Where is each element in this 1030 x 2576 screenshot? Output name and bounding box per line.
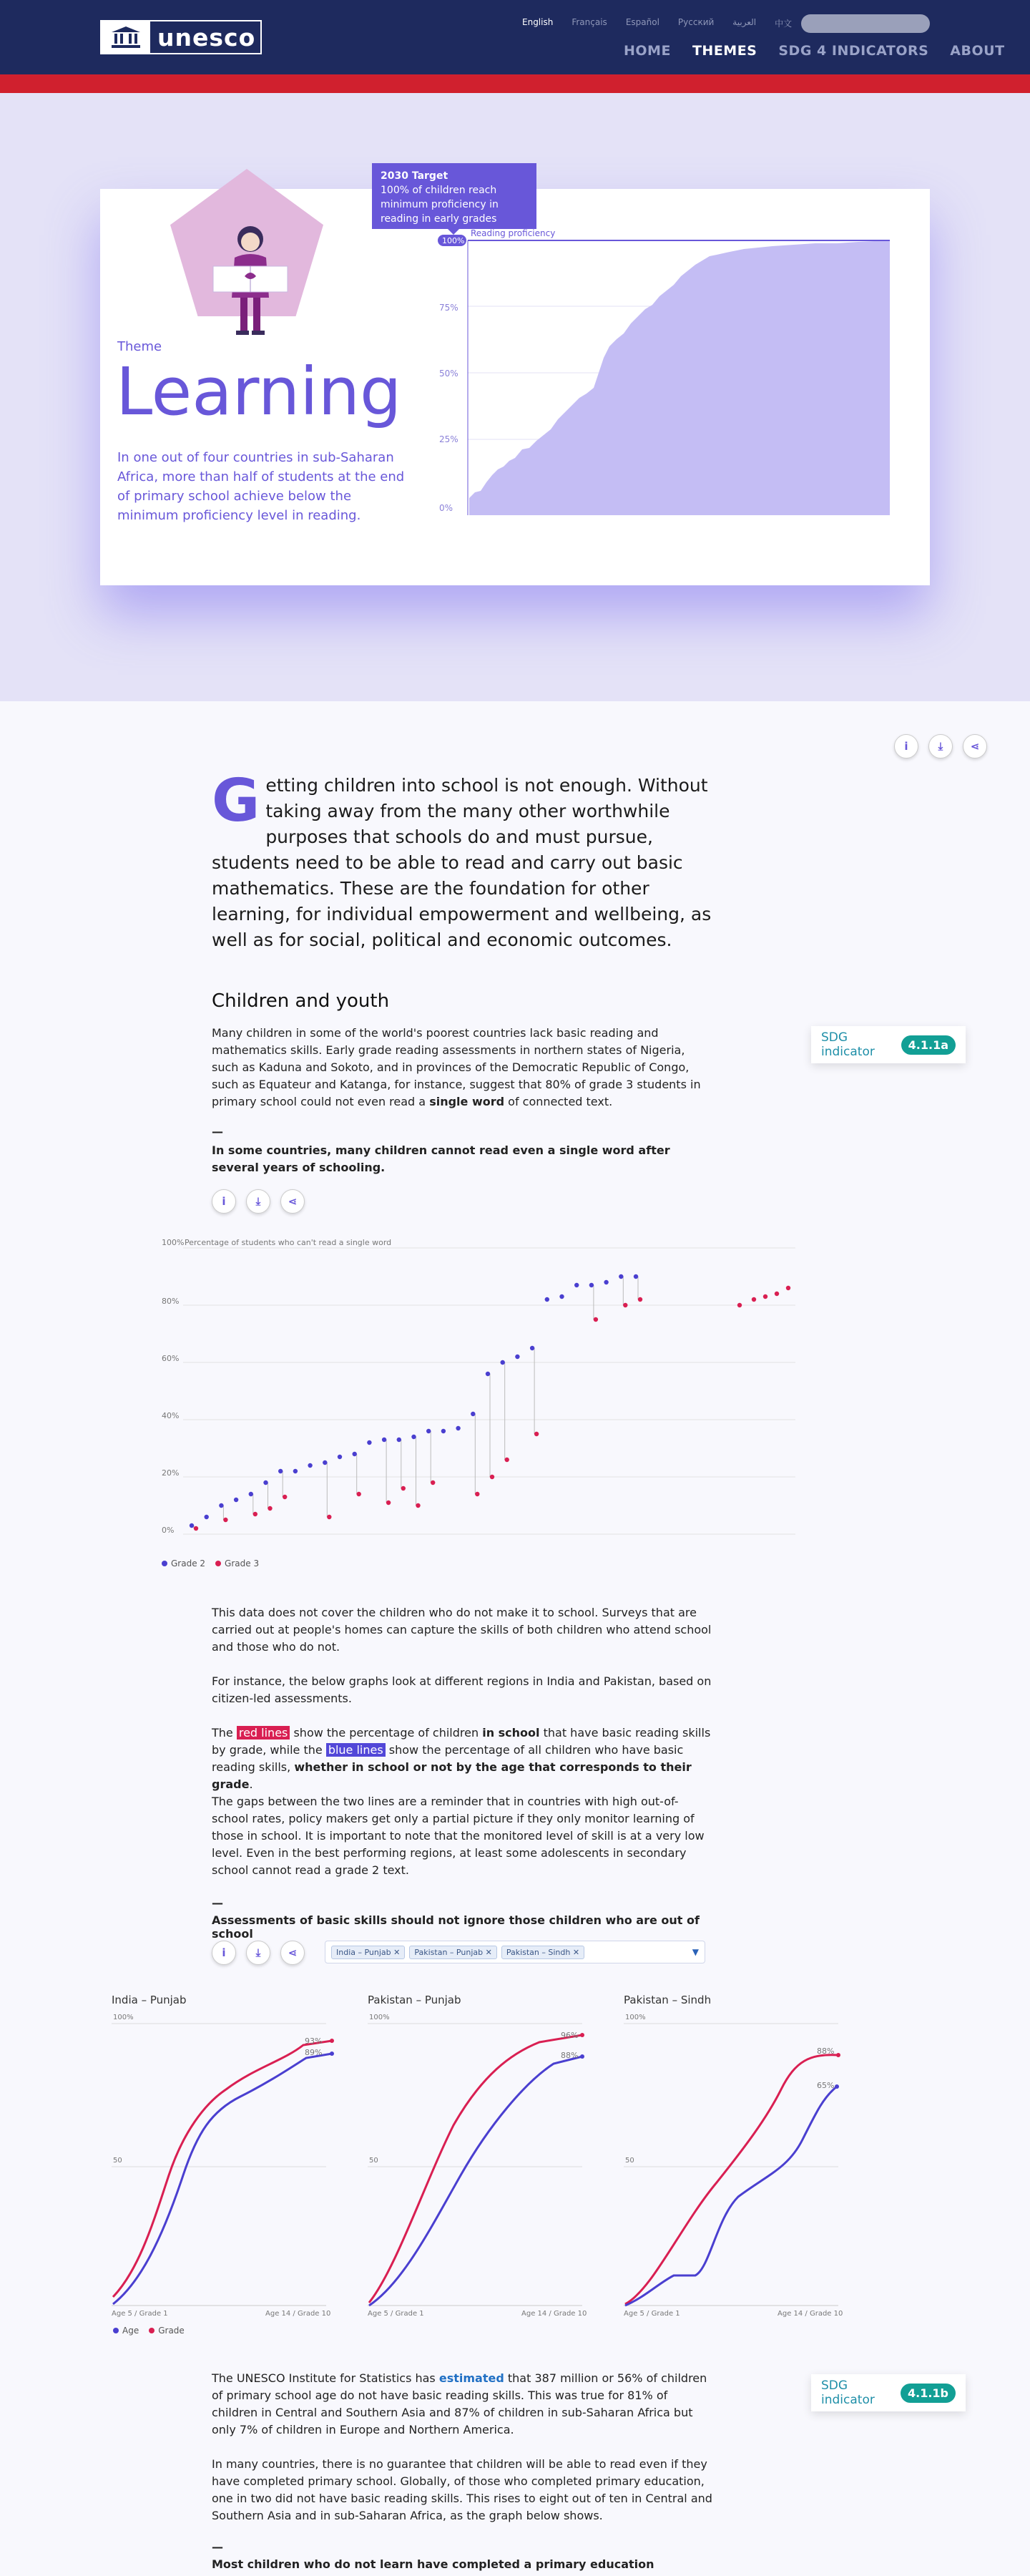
dot-chart <box>160 1235 804 1550</box>
sdg-indicator-card[interactable] <box>811 1026 966 1063</box>
caption-dash: — <box>212 1125 223 1138</box>
paragraph: This data does not cover the children who do not make it to school. Surveys that are carried out at people's homes can capture the skills of both children who attend school and those who do not. <box>212 1606 712 1654</box>
grade3-point <box>490 1475 494 1479</box>
grade2-point <box>426 1429 431 1433</box>
grade3-point <box>763 1294 767 1299</box>
caption-dash: — <box>212 1896 223 1910</box>
hero-y-tick-75: 75% <box>439 303 458 313</box>
proficiency-area <box>469 240 890 515</box>
reading-proficiency-chart <box>429 228 894 522</box>
menu-sdg4-indicators[interactable]: SDG 4 INDICATORS <box>778 43 929 59</box>
tooltip-text: 100% of children reach minimum proficiency in reading in early grades <box>381 185 499 225</box>
paragraph <box>212 2370 712 2439</box>
red-lines-highlight: red lines <box>237 1726 290 1740</box>
info-icon[interactable]: i <box>894 734 918 758</box>
grade2-point <box>190 1523 194 1528</box>
grade2-point <box>367 1440 371 1445</box>
logo-text: unesco <box>157 23 256 52</box>
section-heading: Children and youth <box>212 990 390 1012</box>
grade2-point <box>471 1412 475 1416</box>
chart-caption: Assessments of basic skills should not ignore those children who are out of school <box>212 1913 700 1941</box>
grade2-point <box>278 1469 283 1473</box>
sdg-label: SDG indicator <box>821 1030 875 1059</box>
end-label-grade: 93% <box>305 2036 323 2046</box>
search-input[interactable] <box>801 14 930 33</box>
grade3-point <box>223 1518 227 1522</box>
grade3-point <box>194 1526 198 1531</box>
grade2-point <box>323 1460 327 1465</box>
hero-y-tick-0: 0% <box>439 503 453 513</box>
menu-about[interactable]: ABOUT <box>950 43 1005 59</box>
grade2-point <box>501 1360 505 1365</box>
sdg-label: SDG indicator <box>821 2379 875 2407</box>
grade3-point <box>283 1495 287 1499</box>
grade2-point <box>530 1346 534 1350</box>
grade3-point <box>505 1458 509 1462</box>
grade3-point <box>594 1317 598 1322</box>
chart-actions <box>212 1189 305 1214</box>
x-end-label: Age 14 / Grade 10 <box>778 2310 843 2318</box>
hero-y-tick-25: 25% <box>439 434 458 444</box>
line-chart-legend <box>113 2326 185 2336</box>
grade3-point <box>623 1303 627 1307</box>
close-icon[interactable]: ✕ <box>572 1947 580 1957</box>
grade3-point <box>752 1297 756 1302</box>
grade2-point <box>545 1297 549 1302</box>
dot-y-tick-20: 20% <box>162 1468 180 1478</box>
paragraph <box>212 1025 712 1111</box>
grade2-point <box>559 1294 564 1299</box>
chart-label: Reading proficiency <box>471 228 556 238</box>
hero-description: In one out of four countries in sub-Saharan Africa, more than half of students at the end of primary school achieve below the minimum proficiency level in reading. <box>117 450 405 523</box>
grade-dot-icon <box>149 2328 154 2333</box>
chart-actions <box>212 1941 305 1965</box>
grade3-point <box>386 1501 391 1505</box>
paragraph: In many countries, there is no guarantee that children will be able to read even if they have completed primary school. Globally, of those who completed primary education, one in two did not have basic reading skills. This rises to eight out of ten in Central and Southern Asia and in sub-Saharan Africa, as the graph below shows. <box>212 2457 712 2522</box>
x-end-label: Age 14 / Grade 10 <box>521 2310 587 2318</box>
x-end-label: Age 14 / Grade 10 <box>265 2310 331 2318</box>
share-icon[interactable]: ⋖ <box>280 1941 305 1965</box>
page-title: Learning <box>116 353 402 430</box>
drop-cap: G <box>212 767 260 835</box>
region-select[interactable] <box>325 1941 705 1963</box>
menu-themes[interactable]: THEMES <box>692 43 757 59</box>
target-tooltip <box>372 163 536 229</box>
sdg-badge: 4.1.1a <box>901 1035 956 1055</box>
lang-spanish[interactable]: Español <box>625 17 659 27</box>
chip-india-punjab[interactable] <box>331 1946 405 1959</box>
grade3-point <box>638 1297 642 1302</box>
grade2-point <box>486 1372 490 1376</box>
info-icon[interactable]: i <box>212 1941 236 1965</box>
chip-text: Pakistan – Punjab <box>414 1947 484 1957</box>
unesco-temple-icon <box>102 21 150 53</box>
age-line <box>625 2087 837 2306</box>
grade3-dot-icon <box>215 1561 221 1566</box>
lead-paragraph <box>212 767 712 953</box>
grade2-point <box>353 1452 357 1456</box>
top-navigation <box>0 0 1030 74</box>
reading-child-illustration <box>200 223 300 338</box>
dot-chart-legend <box>162 1558 259 1568</box>
caption-dash: — <box>212 2540 223 2554</box>
dot-y-tick-100: 100% <box>162 1238 185 1247</box>
grade3-point <box>431 1480 435 1485</box>
text: that 387 million or 56% of children of primary school age do not have basic reading skills. This was true for 81% of children in Central and Southern Asia and 87% of children in sub-Saharan Africa but only 7% of children in Europe and Northern America. <box>212 2371 707 2436</box>
grade2-point <box>234 1498 238 1502</box>
chip-text: Pakistan – Sindh <box>506 1947 571 1957</box>
grade2-point <box>604 1280 608 1284</box>
lead-text: etting children into school is not enough. Without taking away from the many other worthwhile purposes that schools do and must pursue, students need to be able to read and carry out basic mathematics. These are the foundation for other learning, for individual empowerment and wellbeing, as well as for social, political and economic outcomes. <box>212 775 712 950</box>
grade3-point <box>475 1492 479 1496</box>
text: show the percentage of all children who have basic reading skills, <box>212 1743 684 1774</box>
grade-line <box>113 2041 332 2297</box>
chip-pakistan-sindh[interactable] <box>501 1946 584 1959</box>
text: show the percentage of children <box>290 1726 483 1740</box>
lang-chinese[interactable]: 中文 <box>775 19 793 29</box>
grade2-point <box>205 1515 209 1519</box>
text: . <box>249 1777 253 1791</box>
age-line <box>369 2057 582 2306</box>
share-icon[interactable]: ⋖ <box>963 734 987 758</box>
grade-line <box>369 2035 582 2303</box>
sdg-badge: 4.1.1b <box>901 2384 956 2403</box>
legend-text: Grade 3 <box>225 1558 260 1568</box>
y-top-label: 100% <box>113 2014 134 2021</box>
target-badge-label: 100% <box>442 236 465 245</box>
chip-text: India – Punjab <box>336 1947 391 1957</box>
text: The <box>212 1726 237 1740</box>
grade2-point <box>263 1480 268 1485</box>
close-icon[interactable]: ✕ <box>485 1947 492 1957</box>
hero-chart-actions <box>894 734 987 758</box>
grade2-point <box>338 1455 342 1459</box>
grade3-point <box>268 1506 272 1511</box>
grade3-point <box>401 1486 406 1491</box>
chip-pakistan-punjab[interactable] <box>409 1946 496 1959</box>
y-mid-label: 50 <box>625 2157 634 2165</box>
bold-text: whether in school or not by the age that corresponds to their grade <box>212 1760 692 1791</box>
age-dot-icon <box>113 2328 119 2333</box>
share-icon[interactable]: ⋖ <box>280 1189 305 1214</box>
grade2-point <box>411 1435 416 1439</box>
y-mid-label: 50 <box>113 2157 122 2165</box>
paragraph: For instance, the below graphs look at different regions in India and Pakistan, based on citizen-led assessments. <box>212 1674 712 1705</box>
line-chart-pakistan-punjab <box>368 2011 597 2318</box>
lang-french[interactable]: Français <box>572 17 607 27</box>
end-label-grade: 96% <box>561 2031 579 2040</box>
grade2-point <box>441 1429 446 1433</box>
line-chart-title: Pakistan – Punjab <box>368 1994 461 2006</box>
hero-y-tick-50: 50% <box>439 369 458 379</box>
paragraph: The gaps between the two lines are a reminder that in countries with high out-of-school rates, policy makers get only a partial picture if they only monitor learning of those in school. It is important to note that the monitored level of skill is at a very low level. Even in the best performing regions, at least some adolescents in secondary school cannot read a grade 2 text. <box>212 1795 705 1877</box>
theme-label: Theme <box>117 339 162 354</box>
tooltip-title: 2030 Target <box>381 170 448 182</box>
main-menu <box>624 43 1005 59</box>
grade3-point <box>253 1512 258 1516</box>
legend-age <box>113 2326 139 2336</box>
line-chart-title: Pakistan – Sindh <box>624 1994 712 2006</box>
language-switcher <box>522 17 846 29</box>
x-start-label: Age 5 / Grade 1 <box>368 2310 424 2318</box>
legend-grade3 <box>215 1558 259 1568</box>
grade2-point <box>249 1492 253 1496</box>
end-label-age: 89% <box>305 2048 323 2057</box>
grade2-point <box>308 1463 312 1468</box>
grade2-point <box>293 1469 298 1473</box>
bold-text: in school <box>482 1726 540 1740</box>
grade3-point <box>327 1515 331 1519</box>
chevron-down-icon[interactable]: ▼ <box>692 1947 699 1957</box>
grade2-point <box>634 1274 638 1279</box>
legend-text: Age <box>122 2326 139 2336</box>
grade3-point <box>786 1286 790 1290</box>
dot-y-label: Percentage of students who can't read a single word <box>185 1238 392 1247</box>
lang-arabic[interactable]: العربية <box>732 17 757 27</box>
blue-lines-highlight: blue lines <box>326 1743 386 1757</box>
paragraph <box>212 1724 712 1793</box>
grade2-dot-icon <box>162 1561 167 1566</box>
y-top-label: 100% <box>625 2014 646 2021</box>
y-mid-label: 50 <box>369 2157 378 2165</box>
lang-russian[interactable]: Русский <box>677 17 715 27</box>
grade3-point <box>737 1303 742 1307</box>
legend-text: Grade <box>158 2326 185 2336</box>
chart-caption: In some countries, many children cannot read even a single word after several years of schooling. <box>212 1143 670 1174</box>
x-start-label: Age 5 / Grade 1 <box>112 2310 168 2318</box>
sdg-indicator-card[interactable] <box>811 2374 966 2411</box>
grade2-point <box>589 1283 594 1287</box>
grade2-point <box>397 1438 401 1442</box>
download-icon[interactable]: ⤓ <box>246 1941 270 1965</box>
grade3-point <box>357 1492 361 1496</box>
grade2-point <box>515 1355 519 1359</box>
info-icon[interactable]: i <box>212 1189 236 1214</box>
download-icon[interactable]: ⤓ <box>928 734 953 758</box>
text: of connected text. <box>504 1095 613 1108</box>
line-chart-pakistan-sindh <box>624 2011 853 2318</box>
grade2-point <box>382 1438 386 1442</box>
grade2-point <box>219 1503 223 1508</box>
text: Many children in some of the world's poorest countries lack basic reading and mathematics skills. Early grade reading assessments in northern states of Nigeria, such as Kaduna and Sokoto, and in provinces of the Democratic Republic of Congo, such as Equateur and Katanga, for instance, suggest that 80% of grade 3 students in primary school could not even read a <box>212 1026 701 1108</box>
text: that have basic reading skills by grade, while the <box>212 1726 711 1757</box>
legend-text: Grade 2 <box>171 1558 206 1568</box>
grade2-point <box>619 1274 623 1279</box>
grade2-point <box>574 1283 579 1287</box>
end-label-age: 65% <box>817 2081 835 2090</box>
legend-grade <box>149 2326 185 2336</box>
y-top-label: 100% <box>369 2014 390 2021</box>
text: The UNESCO Institute for Statistics has <box>212 2371 439 2385</box>
grade-line <box>625 2055 838 2304</box>
lang-english[interactable]: English <box>522 17 554 27</box>
unesco-logo[interactable] <box>100 20 262 54</box>
estimated-link[interactable]: estimated <box>438 2371 504 2385</box>
end-label-age: 88% <box>561 2051 579 2060</box>
grade3-point <box>416 1503 420 1508</box>
dot-y-tick-60: 60% <box>162 1354 180 1363</box>
line-chart-title: India – Punjab <box>112 1994 187 2006</box>
grade3-point <box>775 1292 779 1296</box>
menu-home[interactable]: HOME <box>624 43 671 59</box>
chart-caption: Most children who do not learn have completed a primary education <box>212 2557 654 2571</box>
bold-text: single word <box>429 1095 505 1108</box>
dot-y-tick-0: 0% <box>162 1526 175 1535</box>
line-chart-india-punjab <box>112 2011 340 2318</box>
grade3-point <box>534 1432 539 1436</box>
dot-y-tick-40: 40% <box>162 1411 180 1420</box>
close-icon[interactable]: ✕ <box>393 1947 401 1957</box>
download-icon[interactable]: ⤓ <box>246 1189 270 1214</box>
grade2-point <box>456 1426 460 1430</box>
end-label-grade: 88% <box>817 2046 835 2056</box>
legend-grade2 <box>162 1558 205 1568</box>
x-start-label: Age 5 / Grade 1 <box>624 2310 680 2318</box>
dot-y-tick-80: 80% <box>162 1297 180 1306</box>
